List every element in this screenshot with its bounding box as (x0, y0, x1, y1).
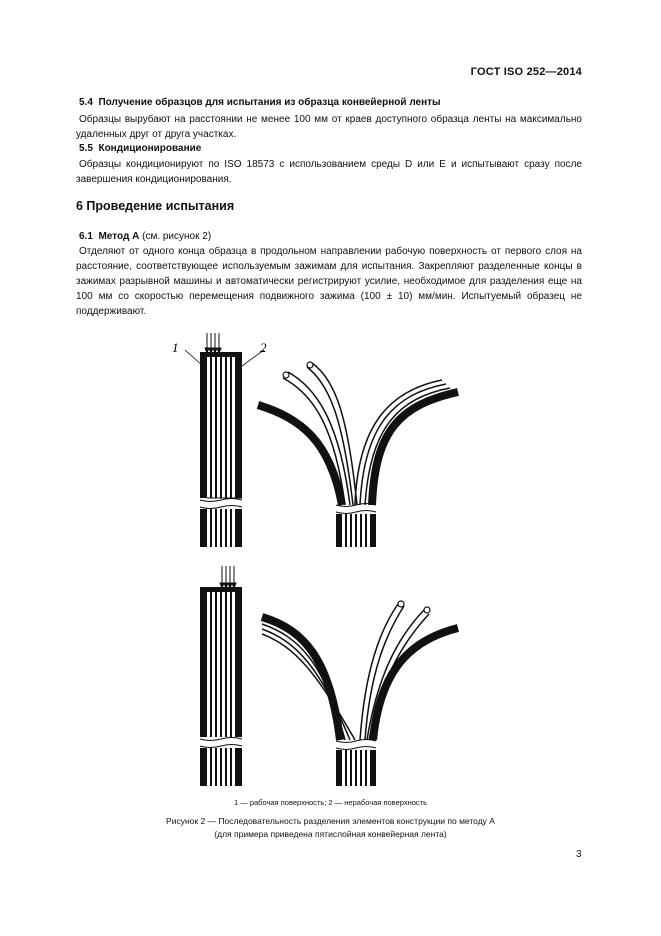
figure-caption (0, 815, 661, 841)
section-text: Образцы кондиционируют по ISO 18573 с использованием среды D или E и испытывают сразу после завершения кондиционирования. (76, 159, 582, 185)
section-title: Получение образцов для испытания из образца конвейерной ленты (98, 97, 441, 108)
belt-sample-bottom-left (200, 566, 242, 786)
callout-1: 1 (172, 340, 179, 355)
belt-separated-top-right (258, 362, 458, 547)
section-number: 6.1 (79, 231, 93, 242)
section-title: Кондиционирование (98, 143, 202, 154)
caption-line-1: Рисунок 2 — Последовательность разделения элементов конструкции по методу А (166, 816, 495, 826)
caption-line-2: (для примера приведена пятислойная конвейерная лента) (214, 829, 447, 839)
section-text: Отделяют от одного конца образца в продольном направлении рабочую поверхность от первого слоя на расстояние, соответствующее используемым зажимам для испытания. Закрепляют разделенные концы в зажимах разрывной машины и автоматически регистрируют усилие, необходимое для разделения еще на 100 мм со скоростью перемещения подвижного зажима (100 ± 10) мм/мин. Испытуемый образец не поддерживают. (76, 246, 582, 317)
document-code-header: ГОСТ ISO 252—2014 (470, 66, 582, 78)
section-number: 5.5 (79, 143, 93, 154)
figure-reference: (см. рисунок 2) (142, 231, 212, 242)
section-number: 5.4 (79, 97, 93, 108)
belt-separated-bottom-right (262, 601, 458, 786)
section-text: Образцы вырубают на расстоянии не менее 100 мм от краев доступного образца ленты на максимально удаленных друг от друга участках. (76, 114, 582, 140)
figure-legend: 1 — рабочая поверхность; 2 — нерабочая поверхность (234, 798, 427, 807)
belt-sample-top-left (185, 333, 264, 547)
page-number: 3 (576, 849, 582, 860)
section-title: Метод А (98, 231, 140, 242)
callout-2: 2 (260, 340, 267, 355)
section-6-heading: 6 Проведение испытания (76, 199, 235, 213)
